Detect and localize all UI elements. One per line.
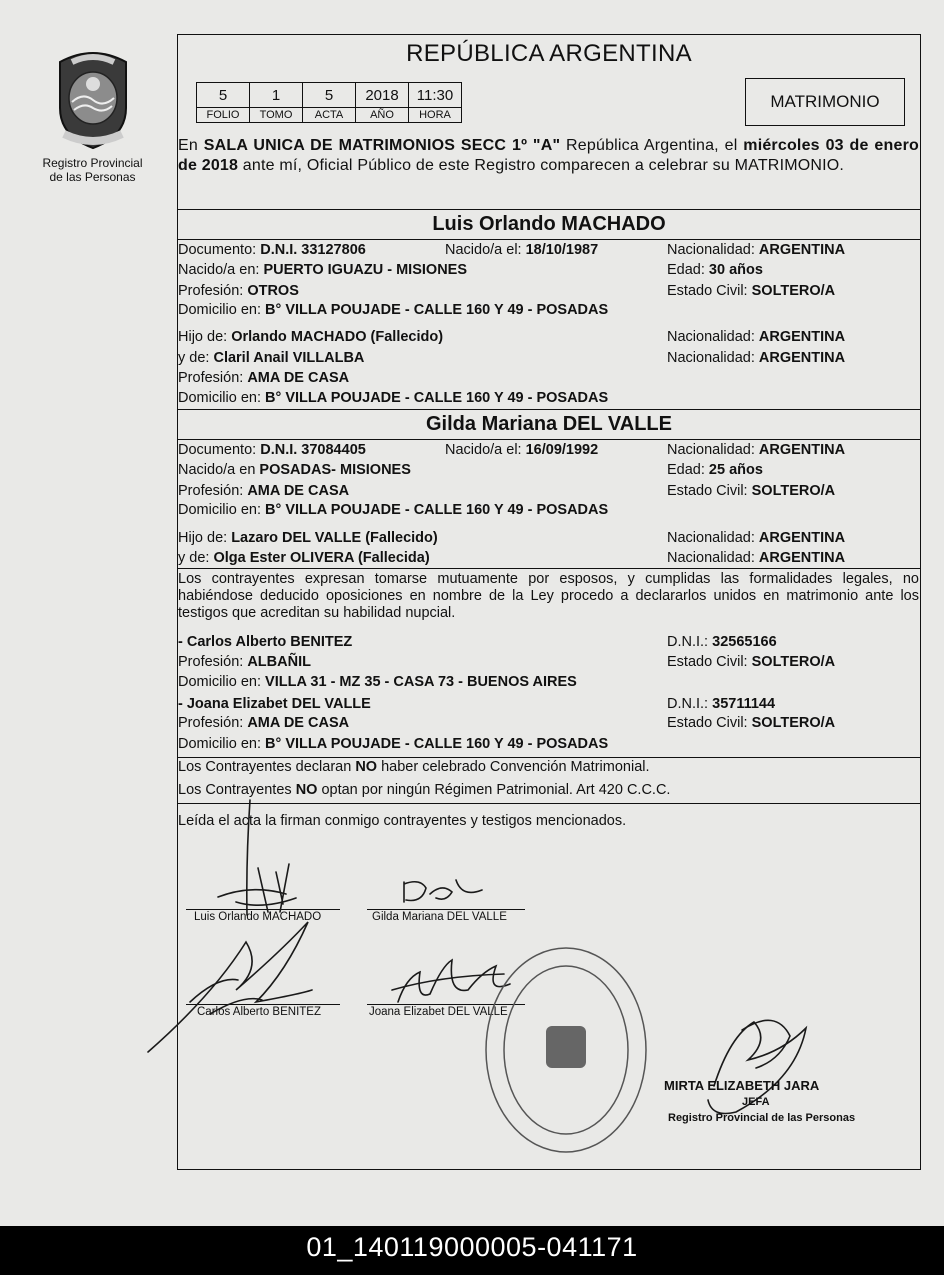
bride-age: Edad: 25 años: [667, 462, 763, 478]
groom-name: Luis Orlando MACHADO: [432, 213, 666, 235]
bride-birth-date: Nacido/a el: 16/09/1992: [445, 442, 599, 458]
logo-caption-line1: Registro Provincial: [42, 156, 143, 170]
witness-2-civil-status: Estado Civil: SOLTERO/A: [667, 715, 836, 731]
official-role: JEFA: [742, 1096, 770, 1108]
regime-statement: Los Contrayentes NO optan por ningún Régimen Patrimonial. Art 420 C.C.C.: [178, 782, 671, 798]
groom-civil-status: Estado Civil: SOLTERO/A: [667, 283, 836, 299]
witness-2-profession: Profesión: AMA DE CASA: [178, 715, 350, 731]
tomo-label: TOMO: [250, 108, 303, 123]
convention-statement: Los Contrayentes declaran NO haber celebrado Convención Matrimonial.: [178, 759, 650, 775]
folio-label: FOLIO: [197, 108, 250, 123]
ano-value: 2018: [356, 83, 409, 108]
bride-mother: y de: Olga Ester OLIVERA (Fallecida): [178, 550, 430, 566]
groom-father: Hijo de: Orlando MACHADO (Fallecido): [178, 329, 444, 345]
bride-father: Hijo de: Lazaro DEL VALLE (Fallecido): [178, 530, 438, 546]
witness-1-address: Domicilio en: VILLA 31 - MZ 35 - CASA 73 - BUENOS AIRES: [178, 674, 577, 690]
witness-1-civil-status: Estado Civil: SOLTERO/A: [667, 654, 836, 670]
bride-nationality: Nacionalidad: ARGENTINA: [667, 442, 846, 458]
witness-2-dni: D.N.I.: 35711144: [667, 696, 776, 712]
witness-2-address: Domicilio en: B° VILLA POUJADE - CALLE 160 Y 49 - POSADAS: [178, 736, 609, 752]
tomo-value: 1: [250, 83, 303, 108]
intro-paragraph: En SALA UNICA DE MATRIMONIOS SECC 1º "A" República Argentina, el miércoles 03 de enero de 2018 ante mí, Oficial Público de este Registro comparecen a celebrar su MATRIMONIO.: [178, 137, 919, 174]
acta-label: ACTA: [303, 108, 356, 123]
signature-name-witness-2: Joana Elizabet DEL VALLE: [369, 1006, 508, 1018]
document-type-box: MATRIMONIO: [745, 78, 905, 126]
groom-age: Edad: 30 años: [667, 262, 763, 278]
groom-birth-place: Nacido/a en: PUERTO IGUAZU - MISIONES: [178, 262, 468, 278]
groom-birth-date: Nacido/a el: 18/10/1987: [445, 242, 599, 258]
witness-1-name: - Carlos Alberto BENITEZ: [178, 634, 353, 650]
document-id-footer: 01_140119000005-041171: [0, 1226, 944, 1275]
witness-2-name: - Joana Elizabet DEL VALLE: [178, 696, 371, 712]
declaration-paragraph: Los contrayentes expresan tomarse mutuamente por esposos, y cumplidas las formalidades legales, no habiéndose deducido oposiciones en nombre de la Ley procedo a declararlos unidos en matrimonio ante los testigos que acreditan su habilidad nupcial.: [178, 571, 919, 621]
groom-parent-address: Domicilio en: B° VILLA POUJADE - CALLE 160 Y 49 - POSADAS: [178, 390, 609, 406]
signature-name-witness-1: Carlos Alberto BENITEZ: [197, 1006, 321, 1018]
folio-value: 5: [197, 83, 250, 108]
groom-nationality: Nacionalidad: ARGENTINA: [667, 242, 846, 258]
bride-father-nationality: Nacionalidad: ARGENTINA: [667, 530, 846, 546]
signature-name-bride: Gilda Mariana DEL VALLE: [372, 911, 507, 923]
groom-mother: y de: Claril Anail VILLALBA: [178, 350, 365, 366]
ano-label: AÑO: [356, 108, 409, 123]
groom-mother-nationality: Nacionalidad: ARGENTINA: [667, 350, 846, 366]
witness-1-dni: D.N.I.: 32565166: [667, 634, 777, 650]
groom-address: Domicilio en: B° VILLA POUJADE - CALLE 160 Y 49 - POSADAS: [178, 302, 609, 318]
logo-caption-line2: de las Personas: [49, 170, 136, 184]
bride-civil-status: Estado Civil: SOLTERO/A: [667, 483, 836, 499]
bride-name: Gilda Mariana DEL VALLE: [426, 413, 672, 435]
groom-document: Documento: D.N.I. 33127806: [178, 242, 366, 258]
signature-name-groom: Luis Orlando MACHADO: [194, 911, 322, 923]
bride-birth-place: Nacido/a en POSADAS- MISIONES: [178, 462, 411, 478]
witness-1-profession: Profesión: ALBAÑIL: [178, 654, 311, 670]
official-office: Registro Provincial de las Personas: [668, 1112, 856, 1124]
groom-parent-profession: Profesión: AMA DE CASA: [178, 370, 350, 386]
official-name: MIRTA ELIZABETH JARA: [664, 1078, 820, 1093]
bride-address: Domicilio en: B° VILLA POUJADE - CALLE 160 Y 49 - POSADAS: [178, 502, 609, 518]
bride-document: Documento: D.N.I. 37084405: [178, 442, 366, 458]
hora-value: 11:30: [409, 83, 462, 108]
bride-profession: Profesión: AMA DE CASA: [178, 483, 350, 499]
official-block: [664, 1078, 855, 1126]
acta-value: 5: [303, 83, 356, 108]
groom-profession: Profesión: OTROS: [178, 283, 299, 299]
groom-father-nationality: Nacionalidad: ARGENTINA: [667, 329, 846, 345]
document-title: REPÚBLICA ARGENTINA: [406, 40, 692, 67]
hora-label: HORA: [409, 108, 462, 123]
bride-mother-nationality: Nacionalidad: ARGENTINA: [667, 550, 846, 566]
closing-statement: Leída el acta la firman conmigo contrayentes y testigos mencionados.: [178, 813, 627, 829]
